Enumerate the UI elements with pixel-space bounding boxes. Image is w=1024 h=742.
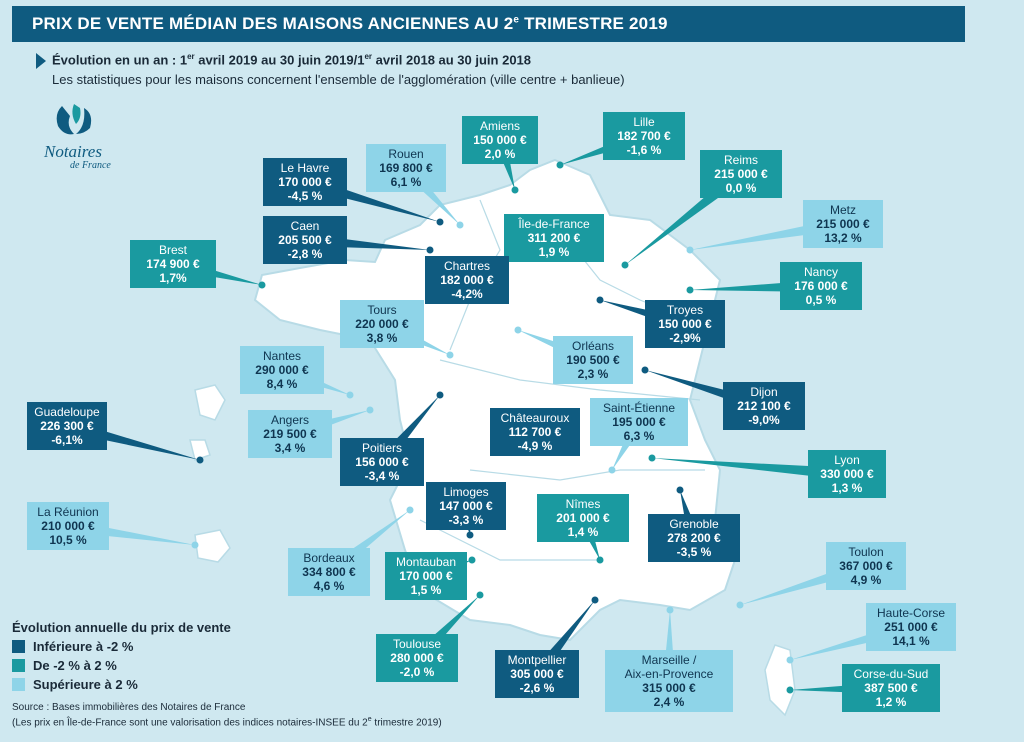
- city-price: 150 000 €: [658, 317, 712, 331]
- city-price: 334 800 €: [302, 565, 356, 579]
- city-box-caen: [263, 216, 347, 264]
- city-dot-montauban: [469, 557, 476, 564]
- logo-wordmark: Notaires: [44, 142, 102, 161]
- city-name: Châteauroux: [500, 411, 570, 425]
- city-dot-corse-du-sud: [787, 687, 794, 694]
- city-name: Corse-du-Sud: [853, 667, 929, 681]
- city-change: -2,6 %: [519, 681, 555, 695]
- city-price: 147 000 €: [439, 499, 493, 513]
- city-price: 315 000 €: [642, 681, 696, 695]
- city-name: La Réunion: [37, 505, 99, 519]
- city-name: Saint-Étienne: [602, 401, 676, 415]
- city-change: 1,4 %: [567, 525, 599, 539]
- city-price: 112 700 €: [508, 425, 562, 439]
- city-box-metz: [803, 200, 883, 248]
- city-price: 215 000 €: [714, 167, 768, 181]
- legend-title: Évolution annuelle du prix de vente: [12, 620, 231, 635]
- city-box-île-de-france: [504, 214, 604, 262]
- city-name: Troyes: [666, 303, 704, 317]
- city-box-reims: [700, 150, 782, 198]
- legend-item-dark: Inférieure à -2 %: [12, 639, 231, 654]
- city-change: -6,1%: [51, 433, 83, 447]
- city-price: 182 700 €: [617, 129, 671, 143]
- city-price: 201 000 €: [556, 511, 610, 525]
- city-name: Bordeaux: [303, 551, 355, 565]
- city-price: 174 900 €: [146, 257, 200, 271]
- logo-subtitle: de France: [70, 160, 111, 171]
- city-dot-lille: [557, 162, 564, 169]
- city-price: 330 000 €: [820, 467, 874, 481]
- city-dot-nîmes: [597, 557, 604, 564]
- city-box-lyon: [808, 450, 886, 498]
- city-change: 1,5 %: [410, 583, 442, 597]
- guadeloupe-shape: [190, 385, 225, 460]
- city-change: -9,0%: [748, 413, 780, 427]
- city-change: 2,0 %: [484, 147, 516, 161]
- city-name: Guadeloupe: [34, 405, 100, 419]
- city-price: 169 800 €: [379, 161, 433, 175]
- city-name: Chartres: [443, 259, 490, 273]
- city-dot-grenoble: [677, 487, 684, 494]
- city-name: Metz: [829, 203, 856, 217]
- city-box-haute-corse: [866, 603, 956, 651]
- city-change: 14,1 %: [892, 634, 930, 648]
- city-name: Lille: [633, 115, 655, 129]
- city-price: 220 000 €: [355, 317, 409, 331]
- city-name: Marseille /: [641, 653, 697, 667]
- city-change: -2,0 %: [399, 665, 435, 679]
- legend: [12, 620, 231, 692]
- source-line: Source : Bases immobilières des Notaires de France: [12, 702, 246, 713]
- city-change: -4,9 %: [517, 439, 553, 453]
- city-dot-limoges: [467, 532, 474, 539]
- city-name: Nancy: [803, 265, 838, 279]
- city-name: Île-de-France: [518, 217, 590, 231]
- city-box-limoges: [426, 482, 506, 530]
- city-box-rouen: [366, 144, 446, 192]
- city-price: 210 000 €: [41, 519, 95, 533]
- city-name: Poitiers: [361, 441, 402, 455]
- city-dot-angers: [367, 407, 374, 414]
- city-price: 176 000 €: [794, 279, 848, 293]
- city-price: 195 000 €: [612, 415, 666, 429]
- city-price: 182 000 €: [440, 273, 494, 287]
- city-name: Caen: [290, 219, 320, 233]
- city-box-corse-du-sud: [842, 664, 940, 712]
- city-dot-saint-étienne: [609, 467, 616, 474]
- city-name: Toulon: [848, 545, 884, 559]
- city-box-grenoble: [648, 514, 740, 562]
- city-name: Amiens: [479, 119, 520, 133]
- city-change: 10,5 %: [49, 533, 87, 547]
- city-price: 311 200 €: [527, 231, 581, 245]
- city-change: 3,8 %: [366, 331, 398, 345]
- city-dot-caen: [427, 247, 434, 254]
- city-name: Limoges: [443, 485, 489, 499]
- city-box-châteauroux: [490, 408, 580, 456]
- city-change: -2,8 %: [287, 247, 323, 261]
- city-dot-bordeaux: [407, 507, 414, 514]
- city-change: 1,2 %: [875, 695, 907, 709]
- evolution-period: Évolution en un an : 1er avril 2019 au 30 juin 2019/1er avril 2018 au 30 juin 2018: [52, 52, 532, 68]
- city-name: Nantes: [262, 349, 302, 363]
- city-change: 1,7%: [159, 271, 187, 285]
- city-dot-haute-corse: [787, 657, 794, 664]
- city-box-le-havre: [263, 158, 347, 206]
- city-dot-brest: [259, 282, 266, 289]
- city-change: 6,1 %: [390, 175, 422, 189]
- city-dot-le-havre: [437, 219, 444, 226]
- city-dot-metz: [687, 247, 694, 254]
- city-change: 13,2 %: [824, 231, 862, 245]
- city-name: Nîmes: [565, 497, 601, 511]
- city-price: 150 000 €: [473, 133, 527, 147]
- city-name: Grenoble: [669, 517, 719, 531]
- city-price: 387 500 €: [864, 681, 918, 695]
- source-note: (Les prix en Île-de-France sont une valorisation des indices notaires-INSEE du 2e trimestre 2019): [12, 716, 442, 729]
- city-name: Lyon: [834, 453, 860, 467]
- city-change: -3,4 %: [364, 469, 400, 483]
- city-price: 170 000 €: [278, 175, 332, 189]
- city-name: Montpellier: [507, 653, 567, 667]
- city-price: 219 500 €: [263, 427, 317, 441]
- city-box-toulouse: [376, 634, 458, 682]
- city-change: -2,9%: [669, 331, 701, 345]
- city-box-dijon: [723, 382, 805, 430]
- city-change: 6,3 %: [623, 429, 655, 443]
- city-box-poitiers: [340, 438, 424, 486]
- city-change: -4,2%: [451, 287, 483, 301]
- city-price: 170 000 €: [399, 569, 453, 583]
- city-change: 1,9 %: [538, 245, 570, 259]
- city-price: 215 000 €: [816, 217, 870, 231]
- city-name: Dijon: [750, 385, 778, 399]
- city-name: Orléans: [571, 339, 615, 353]
- city-box-saint-étienne: [590, 398, 688, 446]
- city-dot-orléans: [515, 327, 522, 334]
- city-dot-la-réunion: [192, 542, 199, 549]
- city-change: -1,6 %: [626, 143, 662, 157]
- city-dot-reims: [622, 262, 629, 269]
- city-box-bordeaux: [288, 548, 370, 596]
- city-name: Haute-Corse: [876, 606, 946, 620]
- city-price: 212 100 €: [737, 399, 791, 413]
- city-box-nîmes: [537, 494, 629, 542]
- city-name: Brest: [158, 243, 187, 257]
- city-box-amiens: [462, 116, 538, 164]
- city-change: -3,5 %: [676, 545, 712, 559]
- city-price: 156 000 €: [355, 455, 409, 469]
- city-price: 367 000 €: [839, 559, 893, 573]
- page-title: PRIX DE VENTE MÉDIAN DES MAISONS ANCIENNES AU 2e TRIMESTRE 2019: [12, 6, 965, 42]
- legend-swatch-dark: [12, 640, 25, 653]
- city-dot-marseille-aix-en-provence: [667, 607, 674, 614]
- city-box-angers: [248, 410, 332, 458]
- city-name: Montauban: [395, 555, 457, 569]
- city-name: Le Havre: [280, 161, 330, 175]
- city-dot-nantes: [347, 392, 354, 399]
- city-price: 290 000 €: [255, 363, 309, 377]
- corsica-shape: [765, 645, 795, 715]
- city-price: 226 300 €: [40, 419, 94, 433]
- city-dot-toulouse: [477, 592, 484, 599]
- reunion-shape: [195, 530, 230, 562]
- city-dot-dijon: [642, 367, 649, 374]
- city-dot-montpellier: [592, 597, 599, 604]
- city-box-orléans: [553, 336, 633, 384]
- city-box-montpellier: [495, 650, 579, 698]
- city-change: 2,4 %: [653, 695, 685, 709]
- city-change: 0,0 %: [725, 181, 757, 195]
- city-change: 4,6 %: [313, 579, 345, 593]
- city-name: Aix-en-Provence: [624, 667, 714, 681]
- city-change: -4,5 %: [287, 189, 323, 203]
- city-box-guadeloupe: [27, 402, 107, 450]
- city-dot-toulon: [737, 602, 744, 609]
- city-change: 2,3 %: [577, 367, 609, 381]
- city-box-la-réunion: [27, 502, 109, 550]
- city-price: 190 500 €: [566, 353, 620, 367]
- city-dot-poitiers: [437, 392, 444, 399]
- city-dot-troyes: [597, 297, 604, 304]
- city-price: 251 000 €: [884, 620, 938, 634]
- legend-swatch-light: [12, 678, 25, 691]
- city-price: 278 200 €: [667, 531, 721, 545]
- city-name: Rouen: [388, 147, 424, 161]
- city-box-toulon: [826, 542, 906, 590]
- city-name: Reims: [723, 153, 758, 167]
- city-box-nancy: [780, 262, 862, 310]
- city-change: 4,9 %: [850, 573, 882, 587]
- city-change: 0,5 %: [805, 293, 837, 307]
- city-price: 280 000 €: [390, 651, 444, 665]
- city-dot-tours: [447, 352, 454, 359]
- city-name: Toulouse: [392, 637, 442, 651]
- city-box-chartres: [425, 256, 509, 304]
- city-name: Tours: [367, 303, 397, 317]
- city-dot-rouen: [457, 222, 464, 229]
- legend-item-mid: De -2 % à 2 %: [12, 658, 231, 673]
- city-price: 205 500 €: [278, 233, 332, 247]
- city-dot-nancy: [687, 287, 694, 294]
- legend-swatch-mid: [12, 659, 25, 672]
- city-box-montauban: [385, 552, 467, 600]
- legend-item-light: Supérieure à 2 %: [12, 677, 231, 692]
- city-box-troyes: [645, 300, 725, 348]
- city-box-marseille-aix-en-provence: [605, 650, 733, 712]
- city-change: 1,3 %: [831, 481, 863, 495]
- city-dot-amiens: [512, 187, 519, 194]
- city-dot-lyon: [649, 455, 656, 462]
- city-dot-guadeloupe: [197, 457, 204, 464]
- city-name: Angers: [270, 413, 310, 427]
- city-box-tours: [340, 300, 424, 348]
- city-change: 8,4 %: [266, 377, 298, 391]
- city-box-nantes: [240, 346, 324, 394]
- city-change: 3,4 %: [274, 441, 306, 455]
- scope-note: Les statistiques pour les maisons concernent l'ensemble de l'agglomération (ville centre + banlieue): [52, 72, 625, 87]
- city-box-lille: [603, 112, 685, 160]
- city-price: 305 000 €: [510, 667, 564, 681]
- city-change: -3,3 %: [448, 513, 484, 527]
- city-box-brest: [130, 240, 216, 288]
